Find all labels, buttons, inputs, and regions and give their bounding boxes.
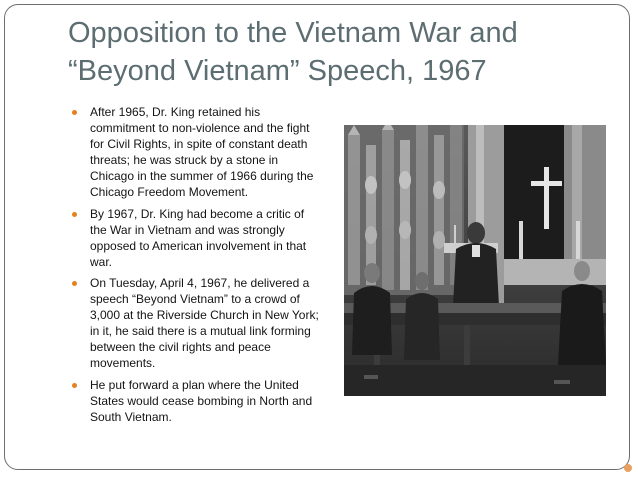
slide-title <box>68 14 608 90</box>
bullet-list <box>72 104 322 430</box>
bullet-text: He put forward a plan where the United States would cease bombing in North and South Vietnam. <box>90 377 313 424</box>
bullet-item <box>72 377 322 425</box>
bullet-text: On Tuesday, April 4, 1967, he delivered a speech “Beyond Vietnam” to a crowd of 3,000 at the Riverside Church in New York; in it, he said there is a mutual link forming between the civil rights and peace movements. <box>90 275 319 371</box>
bullet-dot-icon <box>72 212 77 217</box>
bullet-item <box>72 275 322 372</box>
bullet-item <box>72 104 322 201</box>
corner-decoration <box>624 464 632 472</box>
bullet-dot-icon <box>72 110 77 115</box>
bullet-text: By 1967, Dr. King had become a critic of the War in Vietnam and was strongly opposed to American involvement in that war. <box>90 206 307 269</box>
bullet-text: After 1965, Dr. King retained his commitment to non-violence and the fight for Civil Rights, in spite of constant death threats; he was struck by a stone in Chicago in the summer of 1966 during the Chicago Freedom Movement. <box>90 105 314 200</box>
title-line-2: “Beyond Vietnam” Speech, 1967 <box>68 55 487 87</box>
bullet-dot-icon <box>72 383 77 388</box>
title-line-1: Opposition to the Vietnam War and <box>68 17 518 49</box>
church-speech-photo-image <box>344 125 606 396</box>
speech-photo <box>344 125 606 396</box>
bullet-item <box>72 206 322 270</box>
bullet-dot-icon <box>72 281 77 286</box>
